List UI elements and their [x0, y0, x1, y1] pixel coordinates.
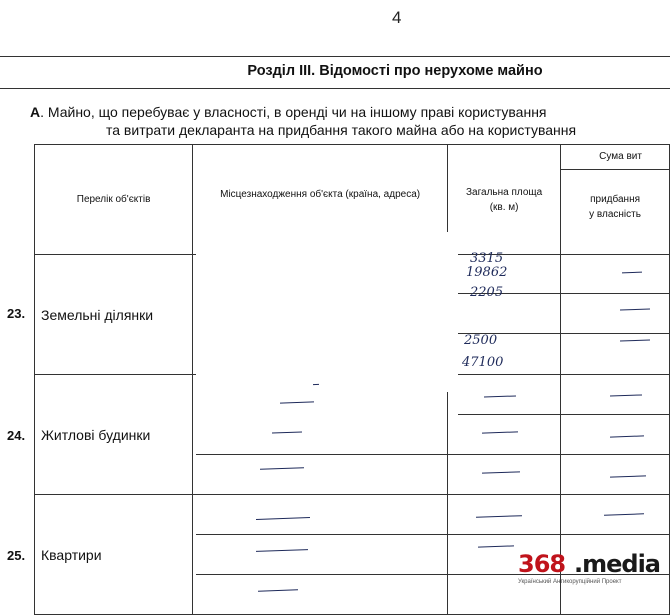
redacted-area — [196, 232, 458, 392]
top-rule — [0, 56, 670, 57]
row-land-label: Земельні ділянки — [35, 255, 193, 375]
header-location: Місцезнаходження об'єкта (країна, адреса) — [193, 145, 448, 255]
row-houses-area — [448, 375, 561, 495]
row-flats-label: Квартири — [35, 495, 193, 615]
row-land-purchase — [561, 255, 670, 375]
intro-letter: А — [30, 104, 41, 120]
header-area — [448, 145, 561, 255]
watermark-logo — [518, 550, 670, 592]
row-flats-location — [193, 495, 448, 615]
header-sum — [561, 145, 670, 255]
row-number-23: 23. — [7, 306, 26, 321]
handwritten-area-5: 47100 — [462, 355, 504, 370]
handwritten-area-2: 19862 — [466, 265, 508, 280]
row-houses-label: Житлові будинки — [35, 375, 193, 495]
watermark-subtitle: Український Антикорупційний Проект — [518, 579, 622, 585]
bottom-rule — [0, 88, 670, 89]
header-sum-label: Сума вит — [561, 145, 669, 170]
intro-line2: та витрати декларанта на придбання такого майна або на користування — [106, 122, 577, 138]
handwritten-area-3: 2205 — [470, 285, 504, 300]
handwritten-area-4: 2500 — [464, 333, 498, 348]
row-houses-location — [193, 375, 448, 495]
page-number: 4 — [392, 8, 402, 27]
row-number-24: 24. — [7, 428, 26, 443]
row-number-25: 25. — [7, 548, 26, 563]
handwritten-area-1: 3315 — [470, 251, 504, 266]
header-area-line1: Загальна площа — [465, 186, 543, 198]
section-title: Розділ III. Відомості про нерухоме майно — [247, 63, 543, 79]
watermark-number: 368 — [518, 550, 566, 578]
header-objects: Перелік об'єктів — [35, 145, 193, 255]
intro-line1: . Майно, що перебуває у власності, в оренді чи на іншому праві користування — [40, 104, 547, 120]
intro-text — [30, 103, 670, 139]
header-purchase-line1: придбання — [590, 194, 641, 205]
header-purchase-line2: у власність — [589, 209, 641, 220]
header-area-line2: (кв. м) — [489, 201, 519, 213]
watermark-name: .media — [574, 550, 661, 578]
